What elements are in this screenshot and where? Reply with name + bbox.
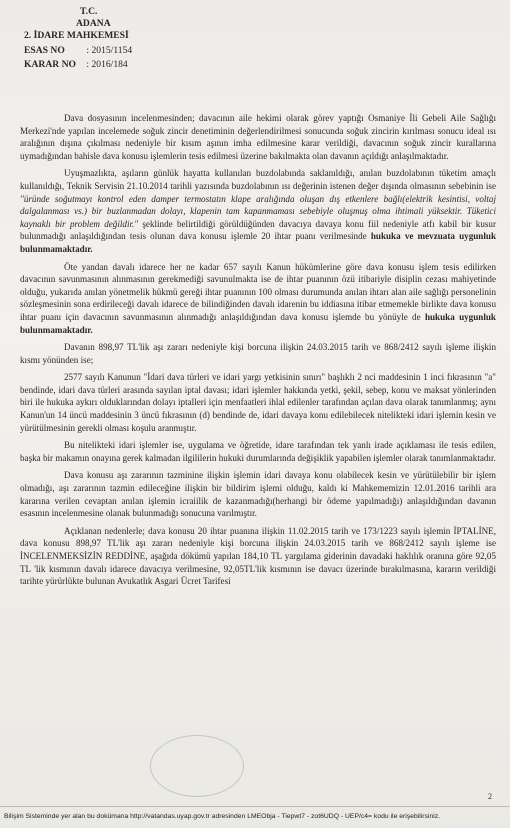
paragraph-2-text-b: şeklinde belirtildiği görüldüğünden davacıya davaya konu fiil nedeniyle atfı kabil bir kusur bulunmadığı anlaşıldığından tesis olunan dava konusu işlemle 20 ihtar puanı verilmesinde <box>20 218 497 242</box>
decision-annulment: İPTALİNE <box>453 525 494 536</box>
esas-row <box>24 45 132 56</box>
paragraph-3 <box>20 261 496 337</box>
document-body <box>20 112 496 593</box>
paragraph-7: Dava konusu aşı zararının tazminine ilişkin işlemin idari davaya konu olabilecek kesin ve yürütülebilir bir işlem olmadığı, aşı zararının tazmin edileceğine ilişkin bir bildirim işlemi olduğu, kaldı ki Mahkememizin 12.01.2016 tarihli ara kararına verilen cevaptan anılan işlemin icraiilik de kazanmadığı(herhangi bir ödeme yapılmadığı) anlaşıldığından davanın esasının incelenmesine olanak bulunmadığı sonucuna varılmıştır. <box>20 470 496 519</box>
paragraph-3-bold: hukuka uygunluk bulunmamaktadır. <box>20 311 496 335</box>
karar-value: : 2016/184 <box>86 59 128 70</box>
paragraph-3-text: Öte yandan davalı idarece her ne kadar 657 sayılı Kanun hükümlerine göre dava konusu işlem tesis edilirken davacının savunmasının alınmasının gerekmediği savunulmakta ise de ihtar puanının özü itibariyle disiplin cezası mahiyetinde olduğu, yukarıda anılan yönetmelik hükmü gereği ihtar puanının 100 olması durumunda anılan ihtarı alan aile sağlığı personelinin sözleşmesinin sona erdirileceği davalı idarece de bilindiğinden davalı idarenin bu iddiasına itibar etmemekle birlikte dava konusu ihtar puanı için davacının savunmasının alınmadığı anlaşıldığından dava konusu işlemde bu yönüyle de <box>20 261 496 322</box>
verification-footer: Bilişim Sisteminde yer alan bu dokümana http://vatandas.uyap.gov.tr adresinden LMEObja - Tiepwt7 - zot6UDQ - UEP/c4= kodu ile erişebilirsiniz. <box>0 806 510 828</box>
decision-rejection: İNCELENMEKSİZİN REDDİNE <box>20 551 146 561</box>
esas-value: : 2015/1154 <box>86 45 133 56</box>
esas-label: ESAS NO <box>24 45 65 56</box>
karar-label: KARAR NO <box>24 59 76 70</box>
court-name: 2. İDARE MAHKEMESİ <box>24 30 129 41</box>
paragraph-8 <box>20 525 496 588</box>
page-number: 2 <box>488 792 492 801</box>
paragraph-2 <box>20 167 496 255</box>
paragraph-1: Dava dosyasının incelenmesinden; davacının aile hekimi olarak görev yaptığı Osmaniye İli Gebeli Aile Sağlığı Merkezi'nde yapılan incelemede soğuk zincir denetiminin değerlendirilmesi sonucunda soğuk zincirin kırılması sonucu ideal ısı aralığının dışına çıkılması nedeniyle bir kısım aşının imha edilmesine karar verildiği, davacının soğuk zincir kurallarına uymadığından bahisle dava konusu işlemlerin tesis edilmesi üzerine bakılmakta olan davanın açıldığı anlaşılmaktadır. <box>20 113 496 161</box>
paragraph-4: Davanın 898,97 TL'lik aşı zararı nedeniyle kişi borcuna ilişkin 24.03.2015 tarih ve 868/2412 sayılı işleme ilişkin kısmı yönünden ise; <box>20 342 496 365</box>
paragraph-5: 2577 sayılı Kanunun "İdari dava türleri ve idari yargı yetkisinin sınırı" başlıklı 2 nci maddesinin 1 inci fıkrasının "a" bendinde, idari dava türleri arasında sayılan iptal davası; idari işlemler hakkında yetki, şekil, sebep, konu ve maksat yönlerinden biri ile hukuka aykırı olduklarından dolayı iptalleri için menfaatleri ihlal edilenler tarafından açılan dava olarak tanımlanmış; aynı Kanun'un 14 üncü maddesinin 3 üncü fıkrasının (d) bendinde de, idari davaya konu edilebilecek nitelikteki idari işlemin kesin ve yürütülmesinin gerekli olması koşulu aranmıştır. <box>20 372 496 433</box>
paragraph-2-bold: hukuka ve mevzuata uygunluk bulunmamaktadır. <box>20 231 496 254</box>
paragraph-8-text-a: Açıklanan nedenlerle; dava konusu 20 ihtar puanına ilişkin 11.02.2015 tarih ve 173/1223 sayılı işlemin <box>64 525 454 536</box>
paragraph-6: Bu nitelikteki idari işlemler ise, uygulama ve öğretide, idare tarafından tek yanlı irade açıklaması ile tesis edilen, başka bir makamın onayına gerek kalmadan ilgililerin hukuki durumlarında değişiklik yapabilen işlemler olarak tanımlanmaktadır. <box>20 440 496 463</box>
country-header: T.C. <box>80 6 98 17</box>
court-seal-stamp <box>150 735 244 797</box>
paragraph-8-text-c: , dava konusu 898,97 TL'lik aşı zararı nedeniyle kişi borcuna ilişkin 24.03.2015 tarih ve 868/2412 sayılı işleme ise <box>20 525 496 549</box>
paragraph-8-text-d: , aşağıda dökümü yapılan 184,10 TL yargılama giderinin davadaki haklılık oranına göre 92,05 TL 'lik kısmının davalı idarece davacıya verilmesine, 92,05TL'lik kısmının ise davacı üzerinde bırakılmasına, kararın verildiği tarihte yürürlükte bulunan Avukatlık Asgari Ücret Tarifesi <box>20 551 497 587</box>
karar-row <box>24 59 128 70</box>
city-header: ADANA <box>76 18 111 29</box>
paragraph-2-text-a: Uyuşmazlıkta, aşıların günlük hayatta kullanılan buzdolabında saklanıldığı, anılan buzdolabının tüketim amaçlı kullanıldığı, Teknik Servisin 21.10.2014 tarihli yazısında buzdolabının ısı değerinin istenen değer dışında olmasının sebebinin ise <box>20 168 496 191</box>
paragraph-2-quote: "üründe soğutmayı kontrol eden damper termostatın klape aralığında oluşan dış etkenlere bağlı(elektrik kesintisi, voltaj dalgalanması vs.) bir buzlanmadan dolayı, klapenin tam kapanmaması sebebiyle oluşmuş olma ihtimali yüksektir. Tüketici kaynaklı bir problem değildir." <box>20 193 496 229</box>
